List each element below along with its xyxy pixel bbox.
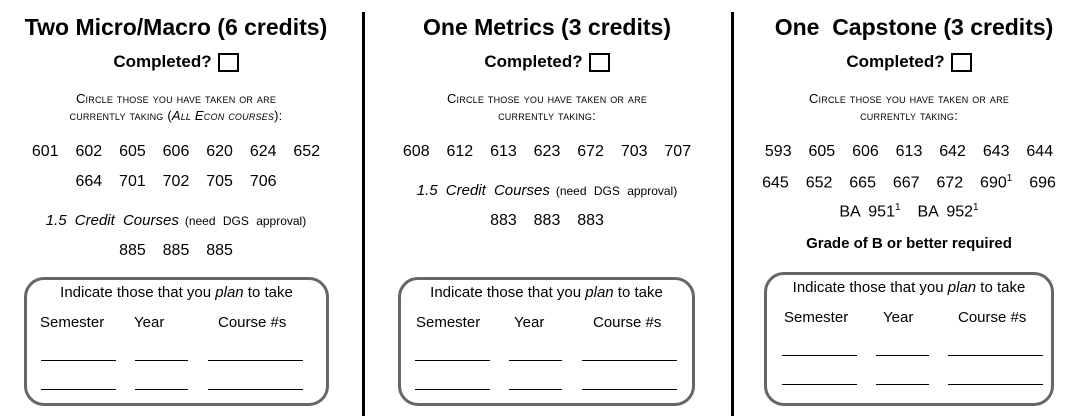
semester-blank[interactable] (41, 360, 116, 361)
course-list-line[interactable]: 601 602 605 606 620 624 652 (31, 143, 321, 160)
circle-instructions (0, 90, 352, 124)
section-heading: One Metrics (3 credits) (423, 14, 671, 40)
circle-instructions (738, 90, 1080, 124)
business-courses-line[interactable] (738, 202, 1080, 221)
column-divider (731, 12, 734, 416)
completed-label: Completed? (484, 52, 583, 71)
circle-instructions (366, 90, 728, 124)
completed-checkbox[interactable] (951, 53, 972, 72)
year-label: Year (883, 309, 914, 326)
course-blank[interactable] (582, 360, 677, 361)
plan-box (24, 277, 329, 406)
year-blank[interactable] (509, 360, 562, 361)
instruction-line-2: currently taking: (498, 108, 596, 123)
year-blank[interactable] (876, 384, 929, 385)
completed-checkbox[interactable] (218, 53, 239, 72)
instruction-line-1: Circle those you have taken or are (75, 91, 277, 106)
course-blank[interactable] (948, 355, 1043, 356)
footnote-marker: 1 (973, 202, 979, 213)
instruction-line-2 (0, 107, 352, 124)
credit-courses-note: (need DGS approval) (184, 214, 307, 228)
year-label: Year (514, 314, 545, 331)
section-heading: One Capstone (3 credits) (774, 14, 1054, 40)
section-heading: Two Micro/Macro (6 credits) (24, 14, 328, 40)
credit-courses-title: 1.5 Credit Courses (45, 212, 179, 229)
semester-blank[interactable] (782, 355, 857, 356)
completed-label: Completed? (113, 52, 212, 71)
plan-box (764, 272, 1054, 406)
instruction-line-1: Circle those you have taken or are (446, 91, 648, 106)
instruction-emphasis: All Econ courses (171, 108, 275, 123)
plan-text: Indicate those that you (430, 284, 586, 301)
course-list-line[interactable] (738, 173, 1080, 192)
year-blank[interactable] (876, 355, 929, 356)
plan-text: to take (613, 284, 663, 301)
course-blank[interactable] (208, 389, 303, 390)
credit-courses-heading (366, 182, 728, 200)
plan-text: to take (243, 284, 293, 301)
credit-courses-note: (need DGS approval) (555, 184, 678, 198)
course-numbers: 645 652 665 667 672 690 (762, 174, 1007, 192)
instruction-text: currently taking ( (69, 108, 172, 123)
credit-course-list[interactable]: 883 883 883 (490, 212, 604, 229)
plan-emphasis: plan (585, 284, 614, 301)
instruction-line-1: Circle those you have taken or are (808, 91, 1010, 106)
credit-courses-title: 1.5 Credit Courses (416, 182, 550, 199)
completed-row (366, 52, 728, 72)
column-divider (362, 12, 365, 416)
footnote-marker: 1 (1006, 173, 1013, 184)
plan-box (398, 277, 695, 406)
credit-courses-heading (0, 212, 352, 230)
credit-course-list[interactable]: 885 885 885 (119, 242, 233, 259)
ba-course: BA 951 (839, 203, 895, 221)
course-blank[interactable] (948, 384, 1043, 385)
completed-checkbox[interactable] (589, 53, 610, 72)
completed-row (0, 52, 352, 72)
year-blank[interactable] (135, 360, 188, 361)
year-blank[interactable] (135, 389, 188, 390)
metrics-section (366, 0, 728, 416)
instruction-line-2: currently taking: (860, 108, 958, 123)
semester-blank[interactable] (41, 389, 116, 390)
footnote-marker: 1 (894, 202, 901, 213)
completed-row (738, 52, 1080, 72)
semester-blank[interactable] (782, 384, 857, 385)
ba-course: BA 952 (917, 203, 974, 221)
semester-label: Semester (416, 314, 481, 331)
semester-blank[interactable] (415, 389, 490, 390)
instruction-text: ): (274, 108, 283, 123)
plan-emphasis: plan (215, 284, 244, 301)
course-number-label: Course #s (958, 309, 1027, 326)
course-list-line[interactable]: 664 701 702 705 706 (75, 173, 277, 190)
plan-text: Indicate those that you (60, 284, 216, 301)
plan-text: to take (976, 279, 1026, 296)
course-number-label: Course #s (218, 314, 287, 331)
year-blank[interactable] (509, 389, 562, 390)
micro-macro-section (0, 0, 352, 416)
plan-instruction (767, 279, 1051, 296)
year-label: Year (134, 314, 165, 331)
completed-label: Completed? (846, 52, 945, 71)
plan-instruction (27, 284, 326, 301)
semester-label: Semester (40, 314, 105, 331)
semester-label: Semester (784, 309, 849, 326)
course-list-line[interactable]: 593 605 606 613 642 643 644 (764, 143, 1054, 160)
course-blank[interactable] (208, 360, 303, 361)
grade-requirement: Grade of B or better required (806, 235, 1012, 252)
plan-text: Indicate those that you (792, 279, 948, 296)
course-number: 696 (1029, 174, 1056, 192)
course-blank[interactable] (582, 389, 677, 390)
capstone-section (738, 0, 1080, 416)
plan-instruction (401, 284, 692, 301)
plan-emphasis: plan (947, 279, 977, 296)
semester-blank[interactable] (415, 360, 490, 361)
course-list-line[interactable]: 608 612 613 623 672 703 707 (402, 143, 692, 160)
course-number-label: Course #s (593, 314, 662, 331)
